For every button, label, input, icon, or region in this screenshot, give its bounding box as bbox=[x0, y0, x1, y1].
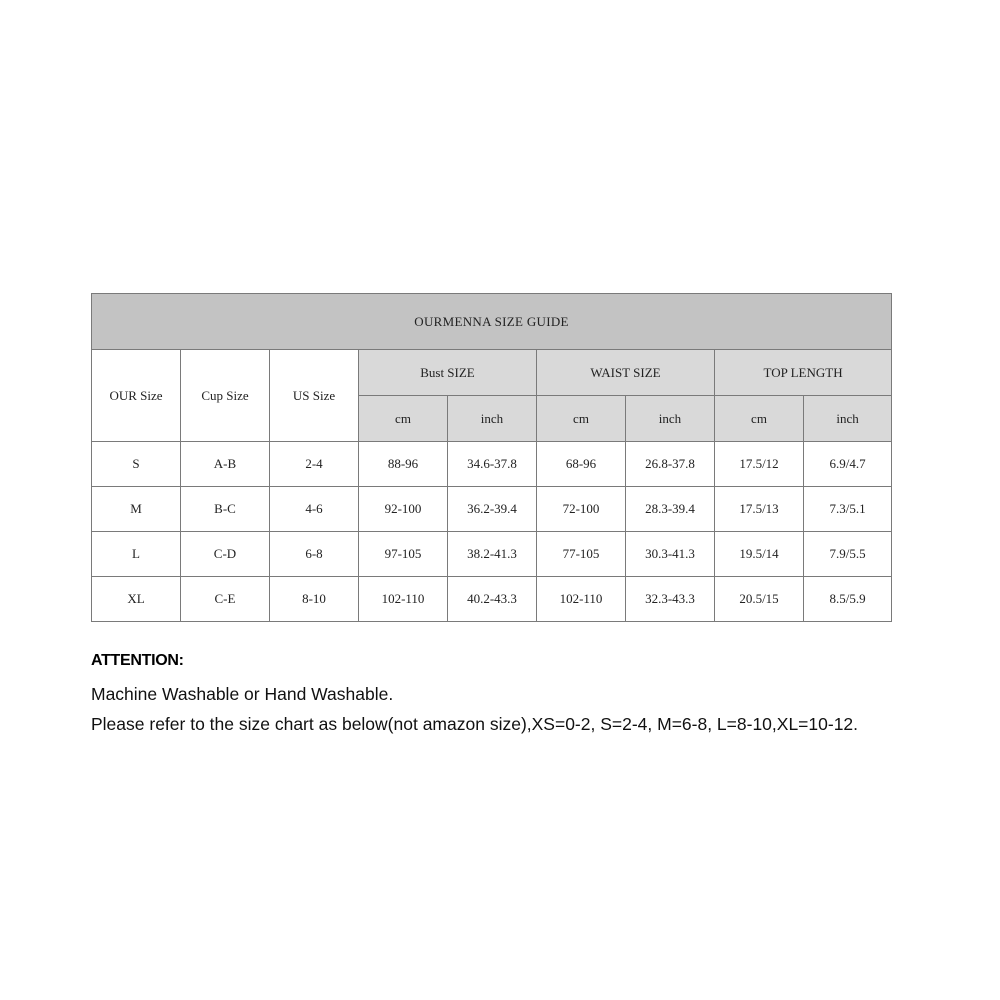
cell-waist-cm: 68-96 bbox=[537, 442, 626, 487]
unit-bust-cm: cm bbox=[359, 396, 448, 442]
unit-length-cm: cm bbox=[715, 396, 804, 442]
unit-bust-inch: inch bbox=[448, 396, 537, 442]
cell-length-inch: 7.3/5.1 bbox=[804, 487, 892, 532]
cell-waist-inch: 30.3-41.3 bbox=[626, 532, 715, 577]
header-top-length: TOP LENGTH bbox=[715, 350, 892, 396]
header-our-size: OUR Size bbox=[92, 350, 181, 442]
cell-bust-inch: 38.2-41.3 bbox=[448, 532, 537, 577]
cell-length-cm: 17.5/12 bbox=[715, 442, 804, 487]
cell-bust-inch: 34.6-37.8 bbox=[448, 442, 537, 487]
cell-cup-size: C-D bbox=[181, 532, 270, 577]
cell-length-cm: 17.5/13 bbox=[715, 487, 804, 532]
cell-bust-inch: 36.2-39.4 bbox=[448, 487, 537, 532]
table-row bbox=[92, 532, 892, 577]
cell-bust-cm: 102-110 bbox=[359, 577, 448, 622]
notes-section bbox=[91, 652, 971, 744]
cell-our-size: M bbox=[92, 487, 181, 532]
unit-length-inch: inch bbox=[804, 396, 892, 442]
cell-waist-cm: 102-110 bbox=[537, 577, 626, 622]
cell-us-size: 8-10 bbox=[270, 577, 359, 622]
size-guide-table bbox=[91, 293, 892, 622]
table-row bbox=[92, 487, 892, 532]
header-waist-size: WAIST SIZE bbox=[537, 350, 715, 396]
cell-cup-size: B-C bbox=[181, 487, 270, 532]
cell-our-size: XL bbox=[92, 577, 181, 622]
cell-us-size: 4-6 bbox=[270, 487, 359, 532]
size-chart-note: Please refer to the size chart as below(not amazon size),XS=0-2, S=2-4, M=6-8, L=8-10,XL=10-12. bbox=[91, 714, 859, 734]
header-cup-size: Cup Size bbox=[181, 350, 270, 442]
attention-heading: ATTENTION: bbox=[91, 652, 184, 669]
washing-note: Machine Washable or Hand Washable. bbox=[91, 684, 394, 704]
cell-waist-cm: 77-105 bbox=[537, 532, 626, 577]
cell-bust-inch: 40.2-43.3 bbox=[448, 577, 537, 622]
cell-waist-cm: 72-100 bbox=[537, 487, 626, 532]
cell-us-size: 6-8 bbox=[270, 532, 359, 577]
table-title: OURMENNA SIZE GUIDE bbox=[92, 294, 892, 350]
cell-waist-inch: 32.3-43.3 bbox=[626, 577, 715, 622]
cell-length-cm: 19.5/14 bbox=[715, 532, 804, 577]
cell-cup-size: A-B bbox=[181, 442, 270, 487]
cell-us-size: 2-4 bbox=[270, 442, 359, 487]
header-us-size: US Size bbox=[270, 350, 359, 442]
cell-length-inch: 7.9/5.5 bbox=[804, 532, 892, 577]
cell-our-size: L bbox=[92, 532, 181, 577]
cell-length-inch: 6.9/4.7 bbox=[804, 442, 892, 487]
cell-waist-inch: 28.3-39.4 bbox=[626, 487, 715, 532]
cell-waist-inch: 26.8-37.8 bbox=[626, 442, 715, 487]
cell-our-size: S bbox=[92, 442, 181, 487]
header-bust-size: Bust SIZE bbox=[359, 350, 537, 396]
cell-cup-size: C-E bbox=[181, 577, 270, 622]
cell-bust-cm: 88-96 bbox=[359, 442, 448, 487]
cell-bust-cm: 97-105 bbox=[359, 532, 448, 577]
cell-bust-cm: 92-100 bbox=[359, 487, 448, 532]
unit-waist-cm: cm bbox=[537, 396, 626, 442]
cell-length-inch: 8.5/5.9 bbox=[804, 577, 892, 622]
unit-waist-inch: inch bbox=[626, 396, 715, 442]
table-row bbox=[92, 577, 892, 622]
cell-length-cm: 20.5/15 bbox=[715, 577, 804, 622]
table-row bbox=[92, 442, 892, 487]
